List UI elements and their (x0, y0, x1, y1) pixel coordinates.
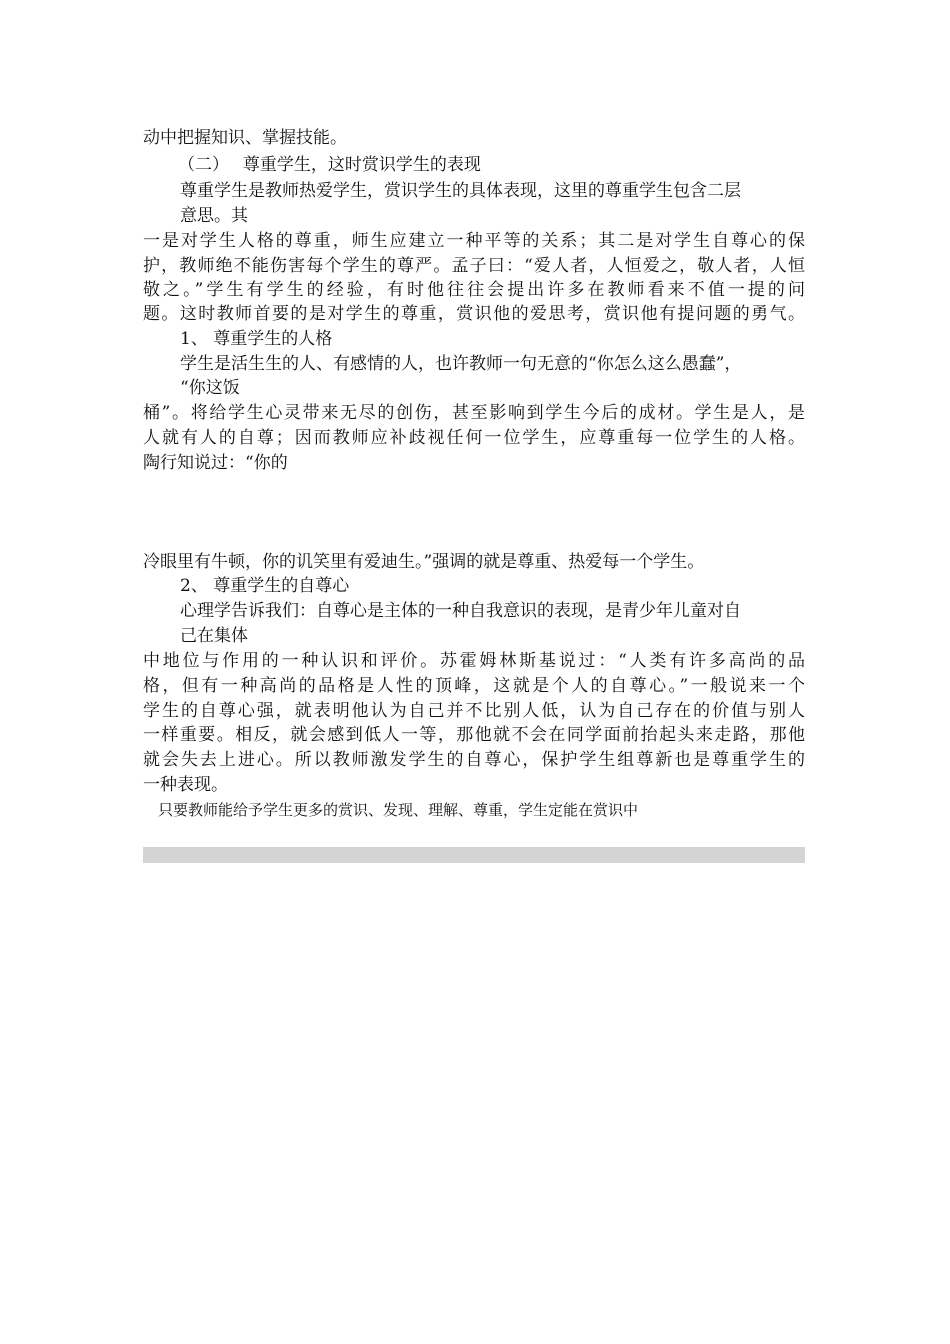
subsection-heading: 2、 尊重学生的自尊心 (180, 576, 350, 596)
text-line: 己在集体 (180, 626, 248, 646)
text-line: 陶行知说过：“你的 (143, 453, 288, 473)
text-line: 一样重要。相反，就会感到低人一等，那他就不会在同学面前抬起头来走路，那他 (143, 725, 805, 745)
text-line: “你这饭 (180, 378, 240, 398)
text-line: 一种表现。 (143, 775, 228, 795)
section-heading: （二） 尊重学生，这时赏识学生的表现 (178, 155, 481, 175)
text-line: 动中把握知识、掌握技能。 (143, 128, 347, 148)
text-line: 护，教师绝不能伤害每个学生的尊严。孟子曰：“爱人者，人恒爱之，敬人者，人恒 (143, 256, 805, 276)
text-line: 冷眼里有牛顿，你的讥笑里有爱迪生。”强调的就是尊重、热爱每一个学生。 (143, 552, 705, 572)
text-line: 尊重学生是教师热爱学生，赏识学生的具体表现，这里的尊重学生包含二层 (180, 181, 741, 201)
text-line: 学生的自尊心强，就表明他认为自己并不比别人低，认为自己存在的价值与别人 (143, 701, 805, 721)
text-line: 意思。其 (180, 206, 248, 226)
text-line: 一是对学生人格的尊重，师生应建立一种平等的关系；其二是对学生自尊心的保 (143, 231, 805, 251)
text-line: 心理学告诉我们：自尊心是主体的一种自我意识的表现，是青少年儿童对自 (180, 601, 741, 621)
text-line: 人就有人的自尊；因而教师应补歧视任何一位学生，应尊重每一位学生的人格。 (143, 428, 805, 448)
text-line: 中地位与作用的一种认识和评价。苏霍姆林斯基说过：“人类有许多高尚的品 (143, 651, 805, 671)
text-line: 敬之。”学生有学生的经验，有时他往往会提出许多在教师看来不值一提的问 (143, 280, 805, 300)
text-line: 就会失去上进心。所以教师激发学生的自尊心，保护学生组尊新也是尊重学生的 (143, 750, 805, 770)
text-line: 学生是活生生的人、有感情的人，也许教师一句无意的“你怎么这么愚蠢”， (180, 354, 742, 374)
subsection-heading: 1、 尊重学生的人格 (180, 329, 333, 349)
text-line: 只要教师能给予学生更多的赏识、发现、理解、尊重，学生定能在赏识中 (158, 801, 639, 819)
text-line: 桶”。将给学生心灵带来无尽的创伤，甚至影响到学生今后的成材。学生是人，是 (143, 403, 805, 423)
text-line: 题。这时教师首要的是对学生的尊重，赏识他的爱思考，赏识他有提问题的勇气。 (143, 304, 805, 324)
text-line: 格，但有一种高尚的品格是人性的顶峰，这就是个人的自尊心。”一般说来一个 (143, 676, 805, 696)
gray-divider-bar (143, 847, 805, 863)
